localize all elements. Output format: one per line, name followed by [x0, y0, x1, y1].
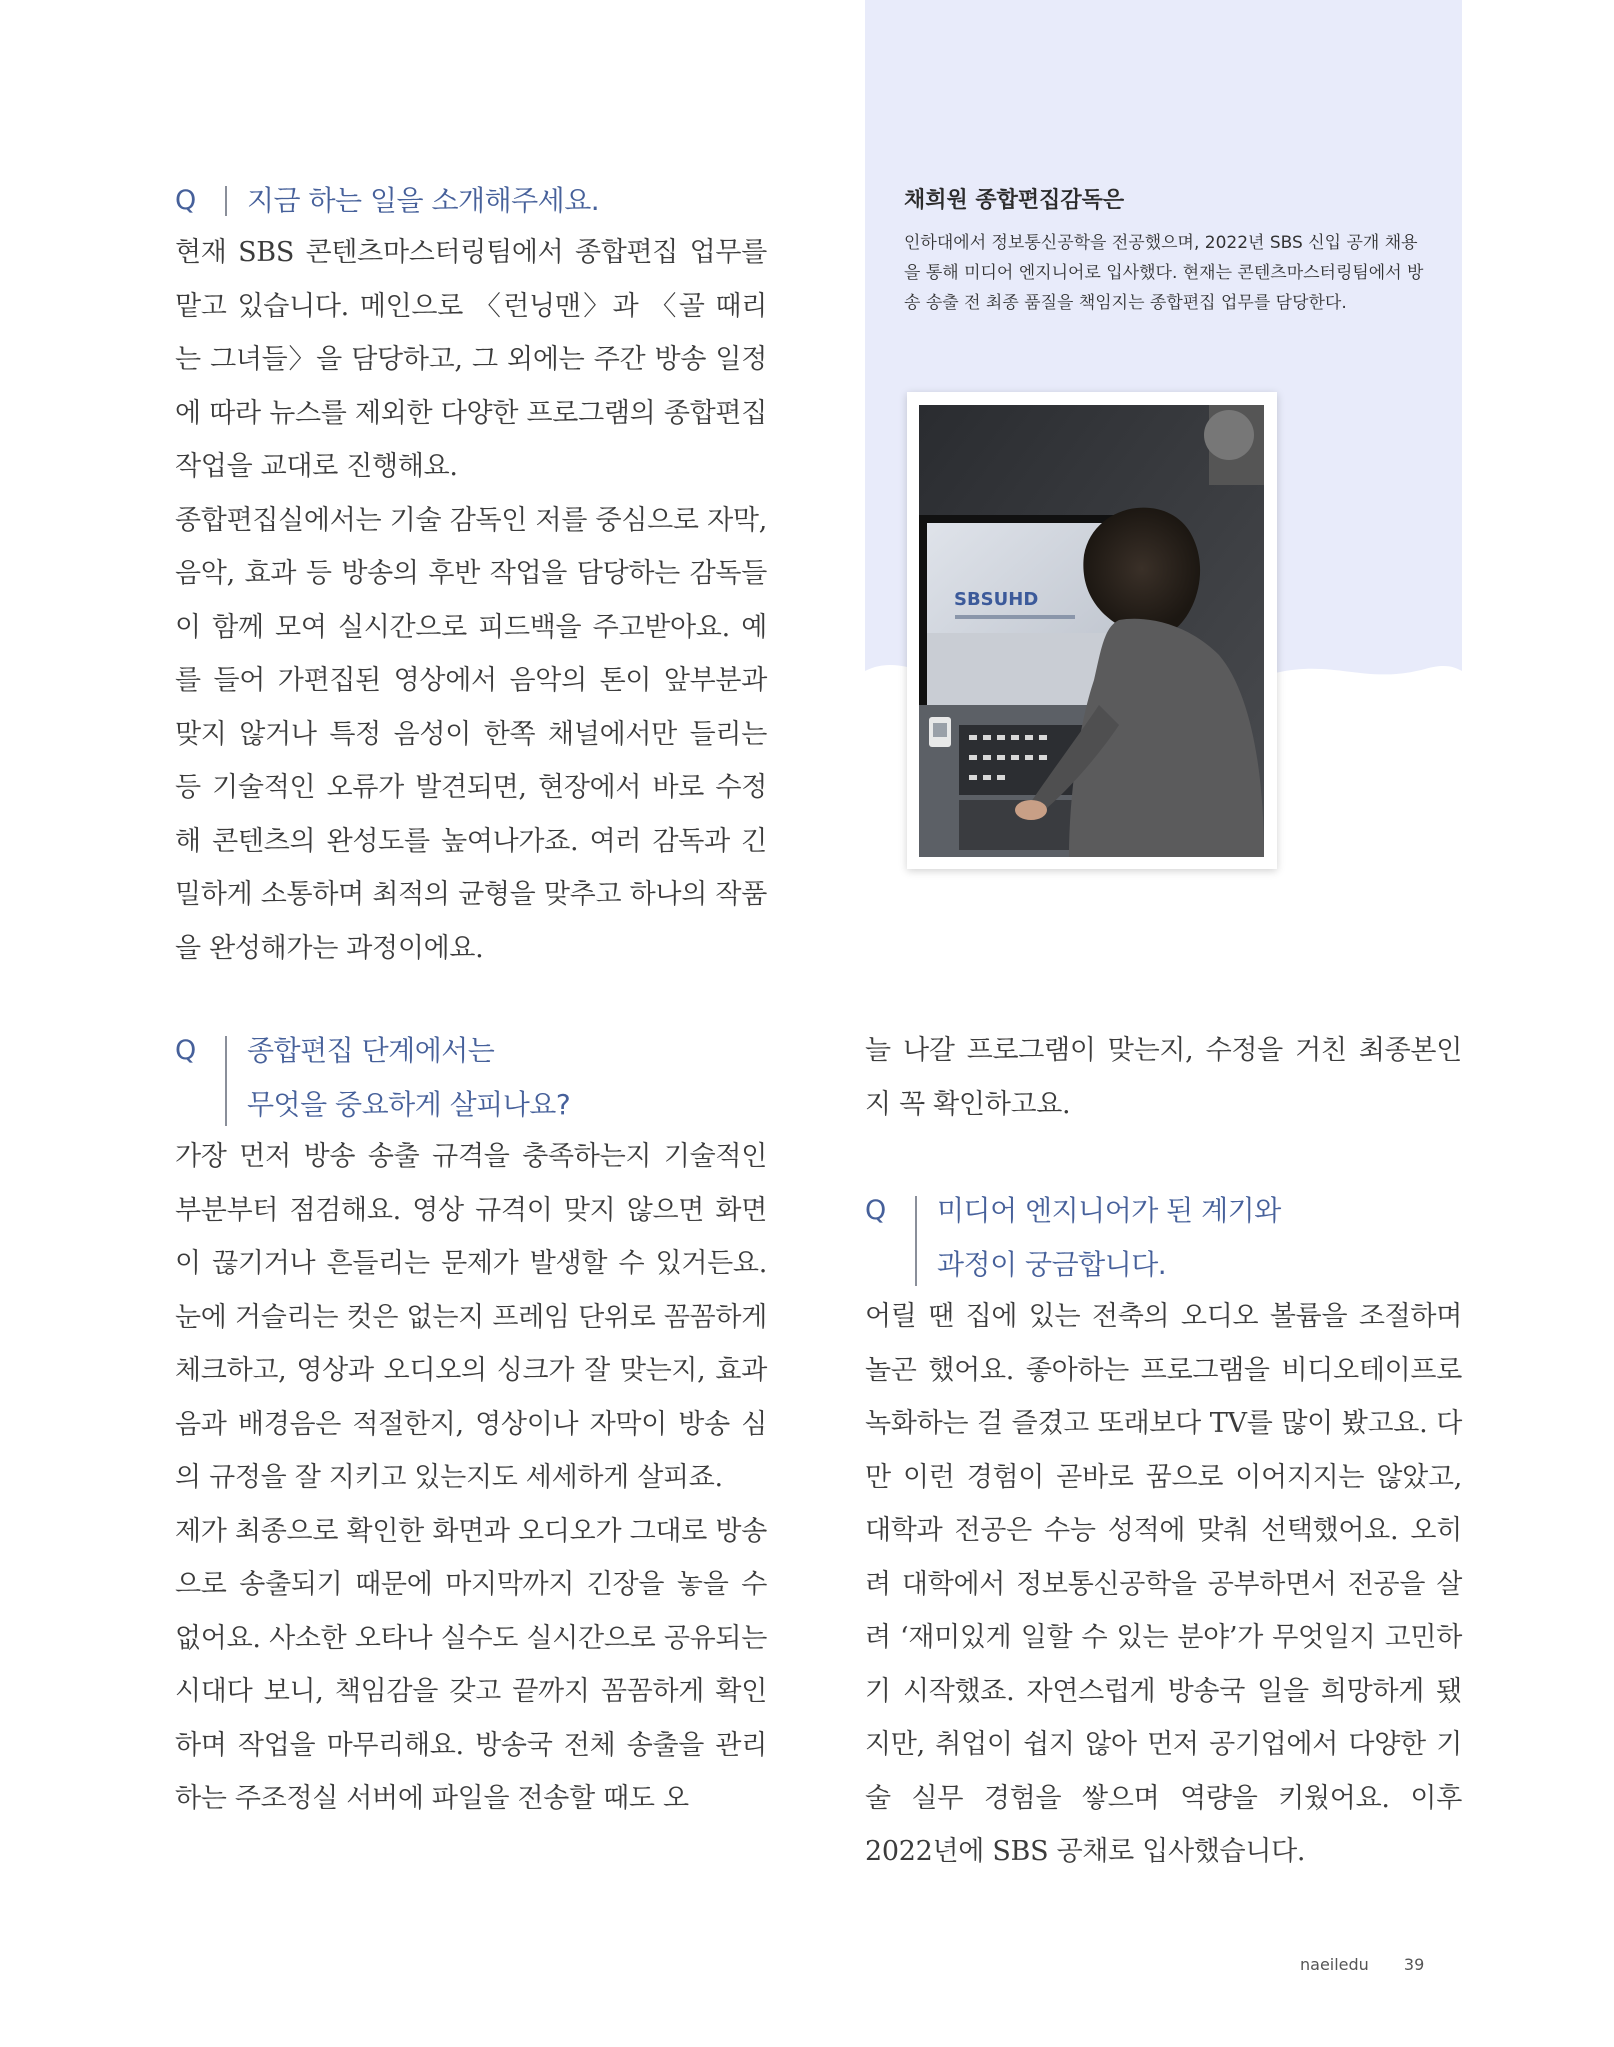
- paragraph: 종합편집실에서는 기술 감독인 저를 중심으로 자막, 음악, 효과 등 방송의 후반 작업을 담당하는 감독들이 함께 모여 실시간으로 피드백을 주고받아요. 예를 들어 가편집된 영상에서 음악의 톤이 앞부분과 맞지 않거나 특정 음성이 한쪽 채널에서만 들리는 등 기술적인 오류가 발견되면, 현장에서 바로 수정해 콘텐츠의 완성도를 높여나가죠. 여러 감독과 긴밀하게 소통하며 최적의 균형을 맞추고 하나의 작품을 완성해가는 과정이에요.: [175, 504, 767, 964]
- section-3-heading: [865, 1184, 1281, 1292]
- paragraph: 현재 SBS 콘텐츠마스터링팀에서 종합편집 업무를 맡고 있습니다. 메인으로 〈런닝맨〉과 〈골 때리는 그녀들〉을 담당하고, 그 외에는 주간 방송 일정에 따라 뉴스를 제외한 다양한 프로그램의 종합편집 작업을 교대로 진행해요.: [175, 237, 767, 482]
- q-divider: [225, 186, 227, 216]
- section-1-heading: [175, 174, 599, 228]
- section-3-body: [865, 1290, 1462, 1879]
- q-divider: [225, 1036, 227, 1126]
- q-label: Q: [865, 1195, 887, 1226]
- section-2-continued: [865, 1024, 1462, 1131]
- q-label: Q: [175, 185, 197, 216]
- section-2-body: [175, 1130, 767, 1826]
- section-2-heading: [175, 1024, 570, 1132]
- profile-photo-frame: [907, 392, 1277, 869]
- paragraph: 어릴 땐 집에 있는 전축의 오디오 볼륨을 조절하며 놀곤 했어요. 좋아하는 프로그램을 비디오테이프로 녹화하는 걸 즐겼고 또래보다 TV를 많이 봤고요. 다만 이런 경험이 곧바로 꿈으로 이어지지는 않았고, 대학과 전공은 수능 성적에 맞춰 선택했어요. 오히려 대학에서 정보통신공학을 공부하면서 전공을 살려 ‘재미있게 일할 수 있는 분야’가 무엇일지 고민하기 시작했죠. 자연스럽게 방송국 일을 희망하게 됐지만, 취업이 쉽지 않아 먼저 공기업에서 다양한 기술 실무 경험을 쌓으며 역량을 키웠어요. 이후 2022년에 SBS 공채로 입사했습니다.: [865, 1301, 1462, 1867]
- section-2-title-line2: 무엇을 중요하게 살피나요?: [247, 1088, 571, 1121]
- section-1-title: 지금 하는 일을 소개해주세요.: [247, 184, 600, 217]
- section-3-title-line1: 미디어 엔지니어가 된 계기와: [937, 1194, 1281, 1227]
- publisher-name: naeiledu: [1300, 1955, 1369, 1974]
- q-label: Q: [175, 1035, 197, 1066]
- page-footer: [1300, 1955, 1424, 1974]
- screen-logo: SBSUHD: [954, 589, 1039, 610]
- profile-bio: 인하대에서 정보통신공학을 전공했으며, 2022년 SBS 신입 공개 채용을 통해 미디어 엔지니어로 입사했다. 현재는 콘텐츠마스터링팀에서 방송 송출 전 최종 품질을 책임지는 종합편집 업무를 담당한다.: [904, 233, 1424, 313]
- section-1-body: [175, 226, 767, 975]
- q-divider: [915, 1196, 917, 1286]
- section-2-title-line1: 종합편집 단계에서는: [247, 1034, 495, 1067]
- section-3-title-line2: 과정이 궁금합니다.: [937, 1248, 1167, 1281]
- profile-name: 채희원 종합편집감독은: [904, 188, 1125, 213]
- page-number: 39: [1403, 1955, 1425, 1974]
- profile-photo: [919, 405, 1264, 857]
- paragraph: 늘 나갈 프로그램이 맞는지, 수정을 거친 최종본인지 꼭 확인하고요.: [865, 1035, 1462, 1120]
- paragraph: 제가 최종으로 확인한 화면과 오디오가 그대로 방송으로 송출되기 때문에 마지막까지 긴장을 놓을 수 없어요. 사소한 오타나 실수도 실시간으로 공유되는 시대다 보니, 책임감을 갖고 끝까지 꼼꼼하게 확인하며 작업을 마무리해요. 방송국 전체 송출을 관리하는 주조정실 서버에 파일을 전송할 때도 오: [175, 1515, 767, 1814]
- paragraph: 가장 먼저 방송 송출 규격을 충족하는지 기술적인 부분부터 점검해요. 영상 규격이 맞지 않으면 화면이 끊기거나 흔들리는 문제가 발생할 수 있거든요. 눈에 거슬리는 컷은 없는지 프레임 단위로 꼼꼼하게 체크하고, 영상과 오디오의 싱크가 잘 맞는지, 효과음과 배경음은 적절한지, 영상이나 자막이 방송 심의 규정을 잘 지키고 있는지도 세세하게 살피죠.: [175, 1141, 767, 1493]
